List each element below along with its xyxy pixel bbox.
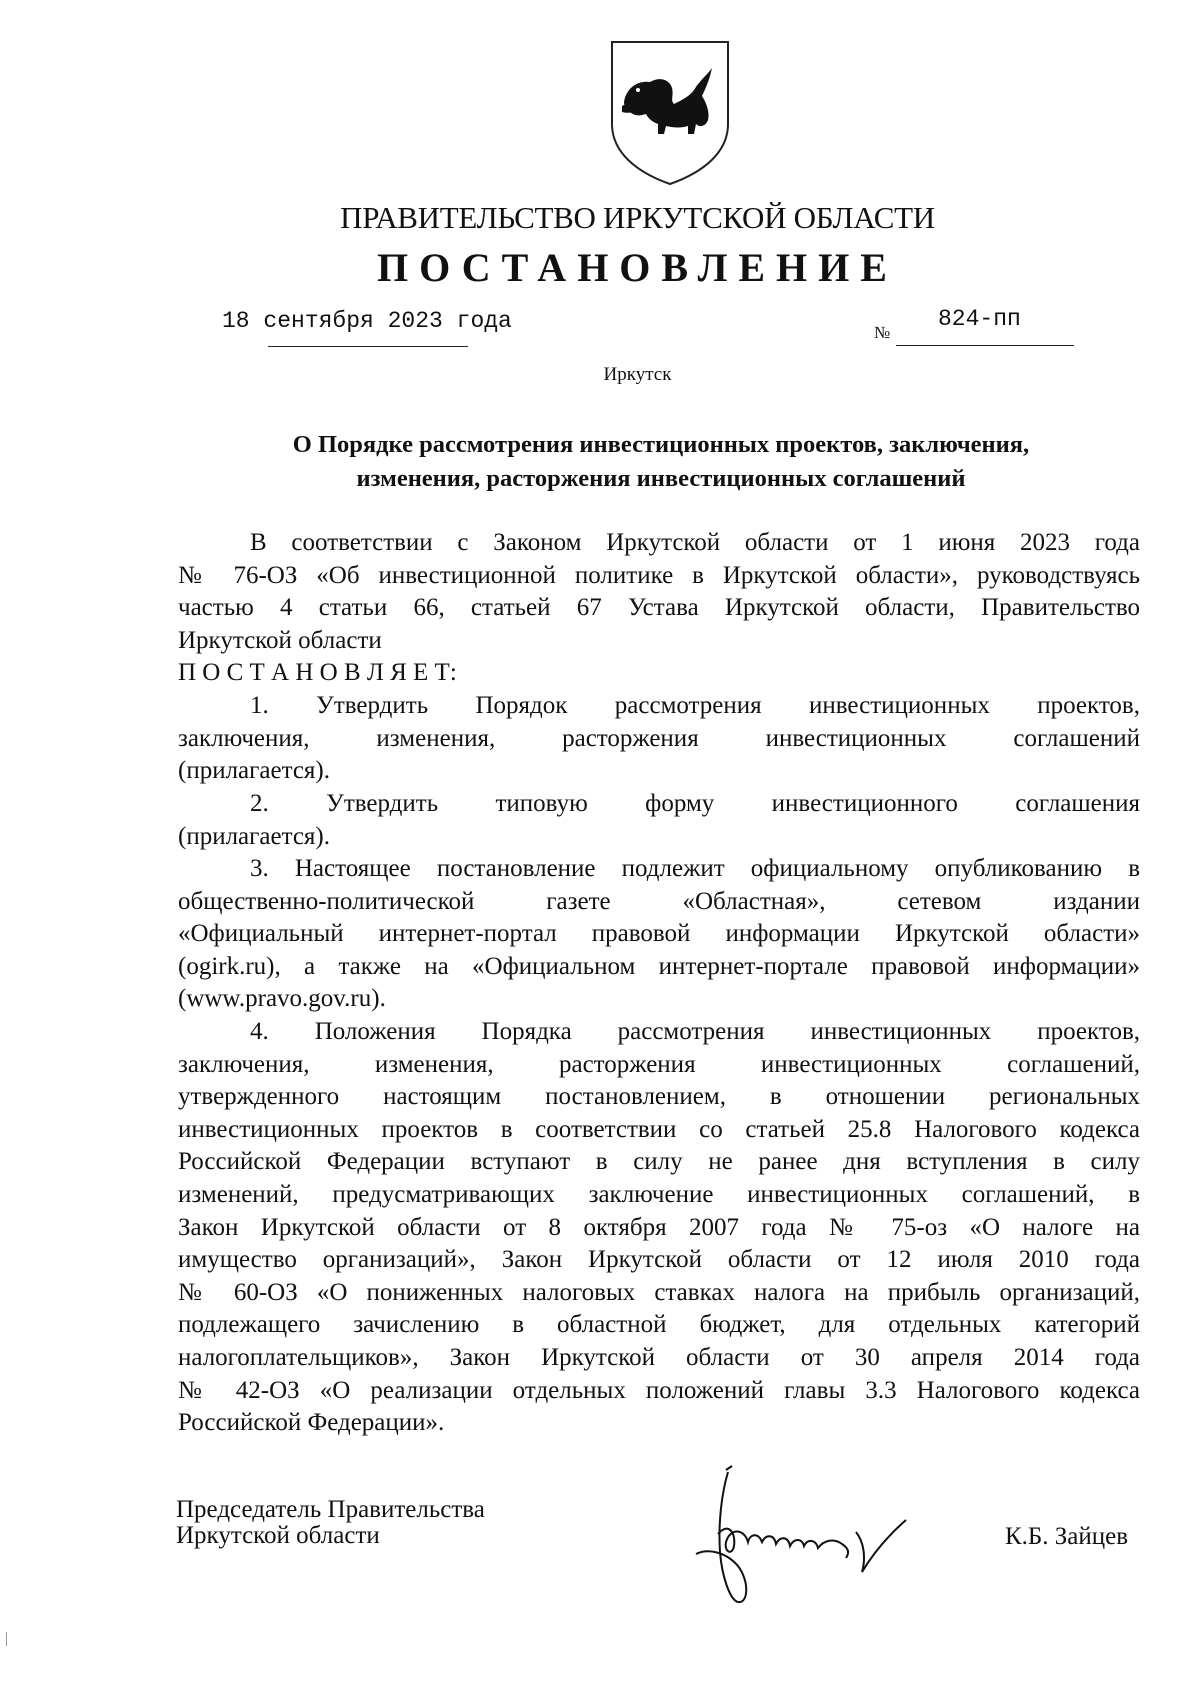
signer-name: К.Б. Зайцев [1005,1523,1129,1550]
text-line: «Официальный интернет-портал правовой информации Иркутской области» [178,920,1140,948]
text-line: заключения, изменения, расторжения инвестиционных соглашений [178,724,1140,752]
text-line: 4. Положения Порядка рассмотрения инвестиционных проектов, [250,1018,1140,1045]
coat-of-arms-icon [608,40,732,186]
text-line: 3. Настоящее постановление подлежит официальному опубликованию в [250,855,1140,882]
document-date: 18 сентября 2023 года [222,308,512,334]
text-line: (прилагается). [178,757,331,785]
document-subject [176,428,1146,496]
text-line: В соответствии с Законом Иркутской области от 1 июня 2023 года [250,529,1140,556]
subject-line: О Порядке рассмотрения инвестиционных проектов, заключения, [292,431,1030,458]
text-line: 2. Утвердить типовую форму инвестиционного соглашения [250,790,1140,817]
text-line: утвержденного настоящим постановлением, в отношении региональных [178,1083,1140,1111]
signer-position-line: Иркутской области [176,1522,380,1549]
resolves-word: П О С Т А Н О В Л Я Е Т: [178,659,457,687]
item-1 [178,690,1140,788]
text-line: общественно-политической газете «Областная», сетевом издании [178,887,1140,915]
text-line: налогоплательщиков», Закон Иркутской области от 30 апреля 2014 года [178,1343,1140,1371]
government-name: ПРАВИТЕЛЬСТВО ИРКУТСКОЙ ОБЛАСТИ [340,200,935,235]
text-line: Иркутской области [178,626,382,654]
text-line: частью 4 статьи 66, статьей 67 Устава Иркутской области, Правительство [178,594,1140,622]
text-line: заключения, изменения, расторжения инвестиционных соглашений, [178,1050,1140,1078]
text-line: (прилагается). [178,822,331,850]
text-line: № 60-ОЗ «О пониженных налоговых ставках налога на прибыль организаций, [178,1278,1140,1306]
text-line: имущество организаций», Закон Иркутской области от 12 июля 2010 года [178,1246,1140,1274]
signer-position [176,1497,485,1549]
date-underline [268,346,468,347]
number-sign: № [874,323,891,342]
item-4 [178,1016,1140,1440]
item-2 [178,788,1140,853]
scan-edge-mark [6,1632,7,1646]
text-line: Российской Федерации». [178,1409,445,1437]
city: Иркутск [603,364,672,385]
item-3 [178,853,1140,1016]
text-line: Закон Иркутской области от 8 октября 2007 года № 75-оз «О налоге на [178,1213,1140,1241]
text-line: (ogirk.ru), а также на «Официальном интернет-портале правовой информации» [178,952,1140,980]
handwritten-signature [678,1462,928,1612]
document-type: ПОСТАНОВЛЕНИЕ [377,245,898,290]
text-line: № 42-ОЗ «О реализации отдельных положений главы 3.3 Налогового кодекса [178,1376,1140,1404]
preamble [178,527,1140,690]
signer-position-line: Председатель Правительства [176,1496,485,1523]
text-line: 1. Утвердить Порядок рассмотрения инвестиционных проектов, [250,692,1140,719]
document-number: 824-пп [938,306,1021,332]
text-line: инвестиционных проектов в соответствии со статьей 25.8 Налогового кодекса [178,1115,1140,1143]
text-line: изменений, предусматривающих заключение инвестиционных соглашений, в [178,1180,1140,1208]
number-underline [896,345,1074,346]
text-line: Российской Федерации вступают в силу не ранее дня вступления в силу [178,1148,1140,1176]
subject-line: изменения, расторжения инвестиционных соглашений [356,465,966,492]
text-line: (www.pravo.gov.ru). [178,985,386,1013]
text-line: № 76-ОЗ «Об инвестиционной политике в Иркутской области», руководствуясь [178,561,1140,589]
text-line: подлежащего зачислению в областной бюджет, для отдельных категорий [178,1311,1140,1339]
